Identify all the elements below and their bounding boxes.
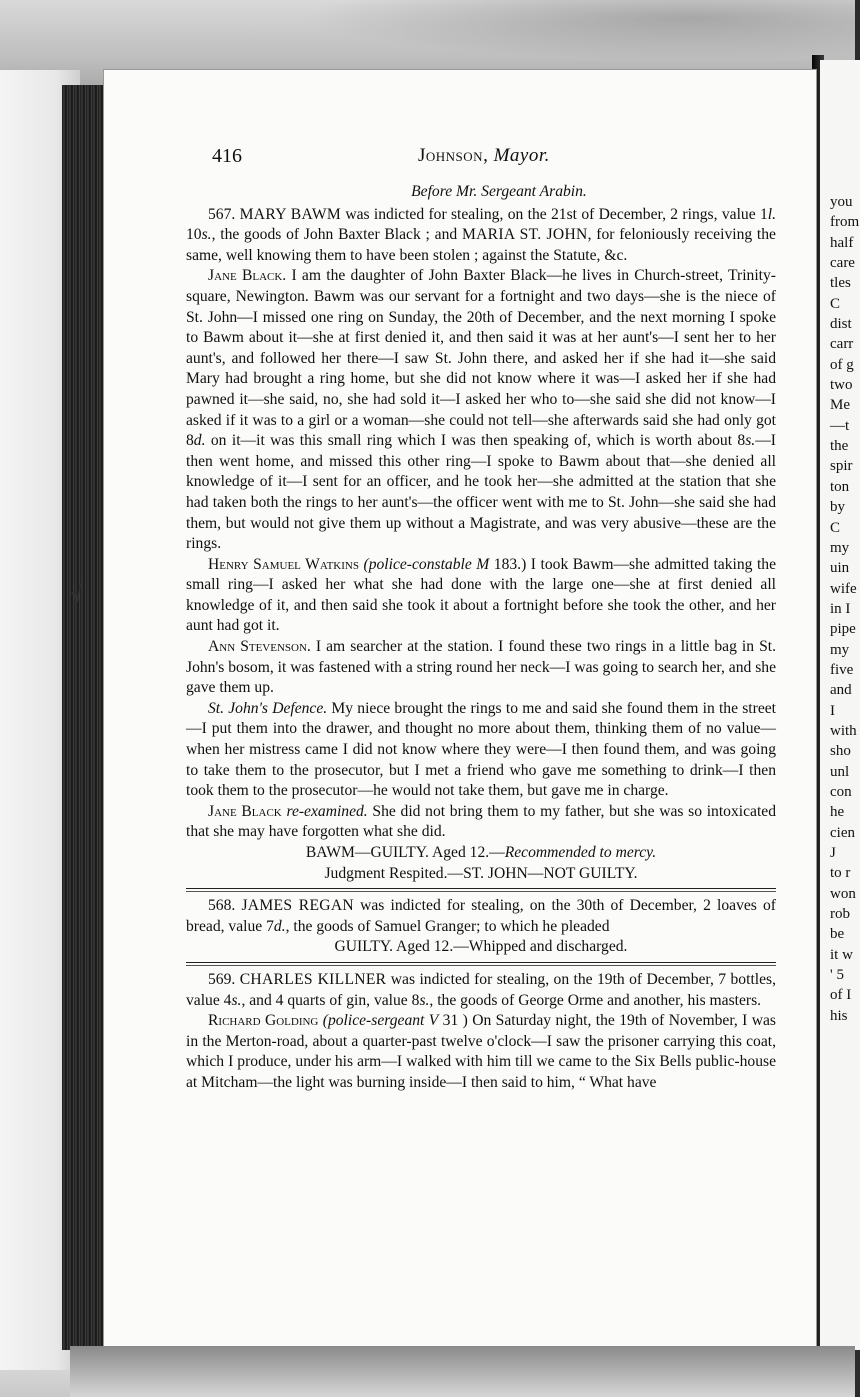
book-spine [62, 85, 110, 1350]
re-examination: Jane Black re-examined. She did not bring them to my father, but she was so intoxicated that she may have forgotten what she did. [186, 802, 777, 841]
case-568-indictment: 568. JAMES REGAN was indicted for stealing, on the 30th of December, 2 loaves of bread, value 7d., the goods of Samuel Granger; to which he pleaded [186, 897, 776, 935]
page-number: 416 [212, 145, 242, 167]
scan-grime [300, 0, 855, 60]
facing-page-line: ton [830, 478, 850, 495]
receiver-name: MARIA ST. JOHN [461, 226, 588, 244]
running-head-title: Mayor. [493, 145, 550, 166]
facing-page-line: carr [830, 336, 854, 353]
facing-page-line: my [830, 539, 850, 556]
defence-statement: St. John's Defence. My niece brought the rings to me and said she found them in the street—I put them into the drawer, and thought no more about them, thinking them of no value—when her mistress came I did not know where they were—I then found them, and was going to take them to the prosecutor, but I met a friend who gave me something to drink—I then took them to the prosecutor—he would not take them, but gave me in charge. [186, 699, 777, 800]
facing-page-line: and [830, 682, 852, 699]
court-heading: Before Mr. Sergeant Arabin. [411, 183, 587, 200]
facing-page-line: his [830, 1007, 848, 1024]
facing-page-line: to r [830, 865, 851, 882]
defendant-name: JAMES REGAN [241, 897, 354, 915]
facing-page-line: in I [830, 600, 851, 617]
facing-page-line: Me [830, 397, 850, 414]
facing-page-line: the [830, 438, 849, 455]
page-content [186, 140, 776, 1094]
facing-page-line: spir [830, 458, 853, 475]
facing-page-line: J [830, 845, 836, 861]
verdict: BAWM—GUILTY. Aged 12.—Recommended to mercy. [305, 844, 657, 861]
facing-page-line: be [830, 926, 845, 943]
facing-page-line: unl [830, 763, 850, 780]
facing-page-line: con [830, 783, 852, 800]
bottom-shadow [70, 1346, 855, 1397]
facing-page-line: uin [830, 560, 850, 577]
facing-page-line: tles [830, 275, 851, 292]
witness-testimony: Henry Samuel Watkins (police-constable M 183.) I took Bawm—she admitted taking the small ring—I asked her what she had done with the large one—she at first denied all knowledge of it, and then said she took it about a fortnight before she took the other, and her aunt had got it. [186, 555, 776, 635]
page-header [186, 140, 776, 174]
facing-page-line: of g [830, 356, 854, 373]
facing-page-line: care [830, 255, 855, 272]
running-head [418, 146, 550, 167]
facing-page-line: won [830, 885, 856, 902]
facing-page-text [820, 60, 860, 1026]
facing-page-line: it w [830, 946, 853, 963]
case-569-indictment: 569. CHARLES KILLNER was indicted for stealing, on the 19th of December, 7 bottles, value 4s., and 4 quarts of gin, value 8s., the goods of George Orme and another, his masters. [186, 970, 776, 1009]
witness-name: Richard Golding [208, 1012, 319, 1030]
facing-page-line: sho [830, 743, 851, 760]
sentence: Judgment Respited.—ST. JOHN—NOT GUILTY. [324, 864, 638, 882]
running-head-name: Johnson, [418, 145, 489, 166]
facing-page-line: my [830, 641, 850, 658]
facing-page-line: I [830, 702, 835, 719]
case-divider [186, 888, 776, 892]
case-divider [186, 962, 776, 966]
witness-name: Henry Samuel Watkins [208, 555, 359, 573]
witness-name: Jane Black. [208, 267, 287, 285]
witness-testimony: Richard Golding (police-sergeant V 31 ) On Saturday night, the 19th of November, I was in the Merton-road, about a quarter-past twelve o'clock—I saw the prisoner carrying this coat, which I produce, under his arm—I walked with him till we came to the Six Bells public-house at Mitcham—the light was burning inside—I then said to him, “ What have [186, 1012, 776, 1091]
facing-page-line: dist [830, 316, 852, 333]
facing-page-line: rob [830, 906, 850, 923]
facing-page-line: five [830, 661, 854, 678]
facing-page-line: you [830, 194, 853, 210]
facing-page-line: he [830, 804, 845, 821]
pencil-tick-mark: √ [67, 581, 87, 610]
facing-page-line: half [830, 234, 854, 251]
facing-page-line: cien [830, 824, 855, 841]
facing-page-line: pipe [830, 621, 856, 638]
defendant-name: MARY BAWM [239, 205, 341, 223]
facing-page-line: with [830, 722, 857, 739]
facing-page-line: by [830, 499, 845, 516]
witness-testimony: Ann Stevenson. I am searcher at the station. I found these two rings in a little bag in St. John's bosom, it was fastened with a string round her neck—I was going to search her, and she gave them up. [186, 638, 776, 697]
case-567-indictment: 567. MARY BAWM was indicted for stealing, on the 21st of December, 2 rings, value 1l. 10s., the goods of John Baxter Black ; and MARIA ST. JOHN, for feloniously receiving the same, well knowing them to have been stolen ; against the Statute, &c. [186, 205, 776, 264]
facing-page-line: C [830, 295, 841, 312]
facing-page-line: from [830, 214, 860, 231]
defendant-name: CHARLES KILLNER [239, 970, 387, 988]
defence-label: St. John's Defence. [208, 699, 328, 717]
facing-page [820, 60, 860, 1350]
facing-page-line: wife [830, 580, 857, 597]
facing-page-line: two [830, 377, 853, 394]
facing-page-line: —t [830, 417, 850, 434]
facing-page-line: ' 5 [830, 967, 844, 984]
witness-name: Jane Black [208, 802, 282, 820]
facing-page-line: of I [830, 987, 852, 1004]
witness-testimony: Jane Black. I am the daughter of John Baxter Black—he lives in Church-street, Trinity-square, Newington. Bawm was our servant for a fortnight and two days—she is the niece of St. John—I missed one ring on Sunday, the 20th of December, and the next morning I spoke to Bawm about it—she at first denied it, and then said it was at her aunt's—I sent her to her aunt's, and followed her there—I saw St. John there, and asked her if she had it—she said Mary had brought a ring home, but she did not know where it was—I asked her if she had pawned it—she said, no, she had sold it—I asked her who to—she said she did not know—I asked if it was to a girl or a woman—she could not tell—she afterwards said she had only got 8d. on it—it was this small ring which I was then speaking of, which is worth about 8s.—I then went home, and missed this other ring—I spoke to Bawm about that—she denied all knowledge of it—I sent for an officer, and he took her—she admitted at the station that she had taken both the rings to her aunt's—the officer went with me to St. John—she said she had them, but would not give them up without a Magistrate, and was very abusive—these are the rings. [186, 267, 776, 553]
facing-page-line: C [830, 519, 841, 536]
witness-name: Ann Stevenson. [208, 638, 311, 656]
verdict: GUILTY. Aged 12.—Whipped and discharged. [334, 938, 628, 956]
